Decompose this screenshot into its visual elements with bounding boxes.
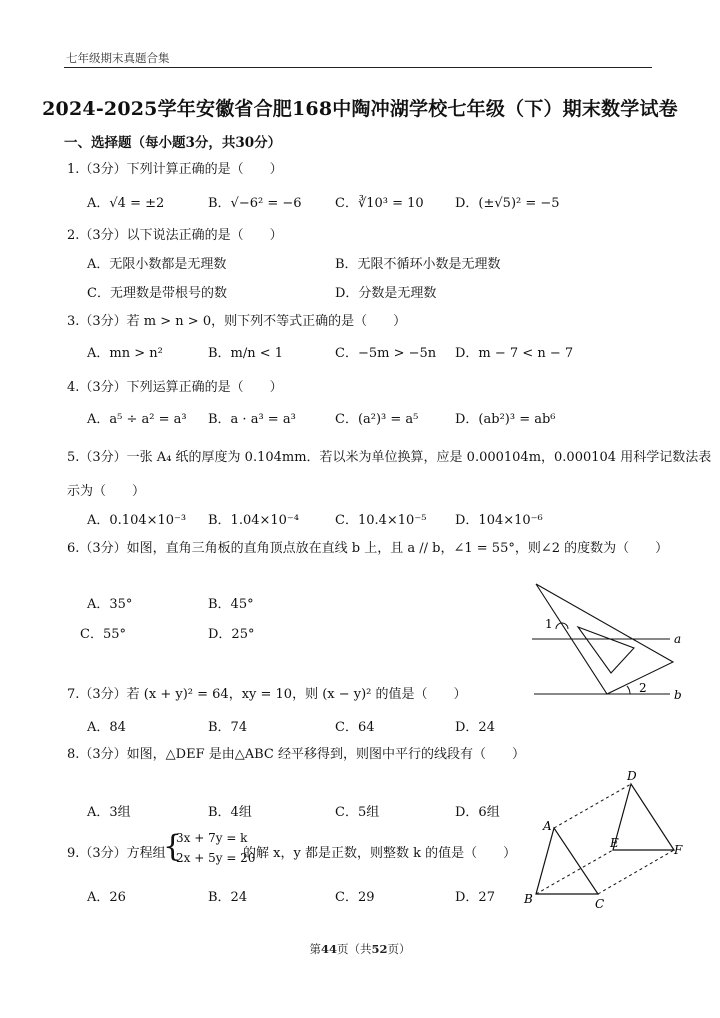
- question-7-option-a: A．84: [87, 720, 126, 735]
- segment-ad: [554, 784, 631, 828]
- question-2-stem: 2.（3分）以下说法正确的是（ ）: [67, 228, 283, 243]
- question-2-option-c: C．无理数是带根号的数: [87, 286, 227, 301]
- set-square-inner: [578, 627, 634, 673]
- question-8-option-d: D．6组: [455, 805, 500, 820]
- footer-mid: 页（共: [337, 942, 372, 956]
- question-3-stem: 3.（3分）若 m > n > 0，则下列不等式正确的是（ ）: [67, 314, 407, 329]
- question-4-option-c: C．(a²)³ = a⁵: [335, 412, 419, 427]
- question-9-option-a: A．26: [87, 890, 126, 905]
- question-4-option-d: D．(ab²)³ = ab⁶: [455, 412, 556, 427]
- question-5-stem: 5.（3分）一张 A₄ 纸的厚度为 0.104mm．若以米为单位换算，应是 0.000104m，0.000104 用科学记数法表: [67, 450, 712, 465]
- question-8-stem: 8.（3分）如图，△DEF 是由△ABC 经平移得到，则图中平行的线段有（ ）: [67, 747, 525, 762]
- line-a-label: a: [674, 632, 682, 646]
- footer-prefix: 第: [309, 942, 321, 956]
- question-9-option-c: C．29: [335, 890, 375, 905]
- triangle-def: [613, 784, 674, 850]
- question-6-option-b: B．45°: [208, 597, 254, 612]
- question-5-option-c: C．10.4×10⁻⁵: [335, 513, 427, 528]
- question-3-option-b: B．m/n < 1: [208, 346, 284, 361]
- equation-system-brace: {: [163, 829, 183, 864]
- question-1-option-a: A．√4 = ±2: [87, 196, 165, 211]
- figure-6-triangle-parallel-lines: [528, 578, 690, 703]
- question-9-option-b: B．24: [208, 890, 248, 905]
- question-7-option-b: B．74: [208, 720, 248, 735]
- running-header: 七年级期末真题合集: [66, 51, 170, 65]
- question-5-option-d: D．104×10⁻⁶: [455, 513, 543, 528]
- question-8-option-c: C．5组: [335, 805, 380, 820]
- question-7-option-d: D．24: [455, 720, 495, 735]
- point-a-label: A: [543, 819, 552, 833]
- segment-cf: [598, 850, 674, 894]
- angle-2-label: 2: [639, 681, 647, 695]
- exam-title: 2024-2025学年安徽省合肥168中陶冲湖学校七年级（下）期末数学试卷: [42, 98, 678, 120]
- segment-be: [536, 850, 613, 894]
- figure-8-translated-triangles: [520, 768, 690, 910]
- question-9-stem-prefix: 9.（3分）方程组: [67, 846, 166, 861]
- question-9-stem-suffix: 的解 x，y 都是正数，则整数 k 的值是（ ）: [243, 846, 517, 861]
- question-2-option-d: D．分数是无理数: [335, 286, 437, 301]
- question-4-option-b: B．a · a³ = a³: [208, 412, 296, 427]
- current-page-number: 44: [320, 942, 337, 956]
- equation-1: 3x + 7y = k: [176, 831, 248, 845]
- question-7-option-c: C．64: [335, 720, 375, 735]
- point-e-label: E: [610, 836, 619, 850]
- question-6-stem: 6.（3分）如图，直角三角板的直角顶点放在直线 b 上，且 a // b，∠1 = 55°，则∠2 的度数为（ ）: [67, 541, 669, 556]
- footer-suffix: 页）: [387, 942, 411, 956]
- question-8-option-b: B．4组: [208, 805, 252, 820]
- point-b-label: B: [524, 892, 533, 906]
- question-1-option-c: C．∛10³ = 10: [335, 196, 424, 211]
- question-5-stem-continued: 示为（ ）: [67, 484, 146, 499]
- question-6-option-c: C．55°: [80, 627, 126, 642]
- header-rule: [64, 67, 652, 68]
- angle-1-label: 1: [545, 617, 553, 631]
- angle-2-arc: [627, 686, 630, 694]
- point-f-label: F: [674, 843, 683, 857]
- question-4-stem: 4.（3分）下列运算正确的是（ ）: [67, 380, 283, 395]
- question-3-option-a: A．mn > n²: [87, 346, 163, 361]
- line-b-label: b: [674, 688, 682, 702]
- question-6-option-d: D．25°: [208, 627, 255, 642]
- question-3-option-c: C．−5m > −5n: [335, 346, 437, 361]
- total-page-number: 52: [371, 942, 388, 956]
- question-1-option-d: D．(±√5)² = −5: [455, 196, 560, 211]
- section-heading: 一、选择题（每小题3分，共30分）: [64, 135, 282, 151]
- question-5-option-b: B．1.04×10⁻⁴: [208, 513, 300, 528]
- equation-2: 2x + 5y = 20: [176, 851, 256, 865]
- question-5-option-a: A．0.104×10⁻³: [87, 513, 187, 528]
- question-4-option-a: A．a⁵ ÷ a² = a³: [87, 412, 187, 427]
- question-8-option-a: A．3组: [87, 805, 131, 820]
- question-2-option-b: B．无限不循环小数是无理数: [335, 257, 501, 272]
- question-7-stem: 7.（3分）若 (x + y)² = 64，xy = 10，则 (x − y)² 的值是（ ）: [67, 687, 467, 702]
- question-3-option-d: D．m − 7 < n − 7: [455, 346, 574, 361]
- question-6-option-a: A．35°: [87, 597, 133, 612]
- page-footer: [0, 941, 720, 957]
- question-1-stem: 1.（3分）下列计算正确的是（ ）: [67, 162, 283, 177]
- question-1-option-b: B．√−6² = −6: [208, 196, 302, 211]
- point-d-label: D: [627, 769, 637, 783]
- triangle-abc: [536, 828, 598, 894]
- question-2-option-a: A．无限小数都是无理数: [87, 257, 227, 272]
- question-9-option-d: D．27: [455, 890, 495, 905]
- point-c-label: C: [595, 897, 605, 910]
